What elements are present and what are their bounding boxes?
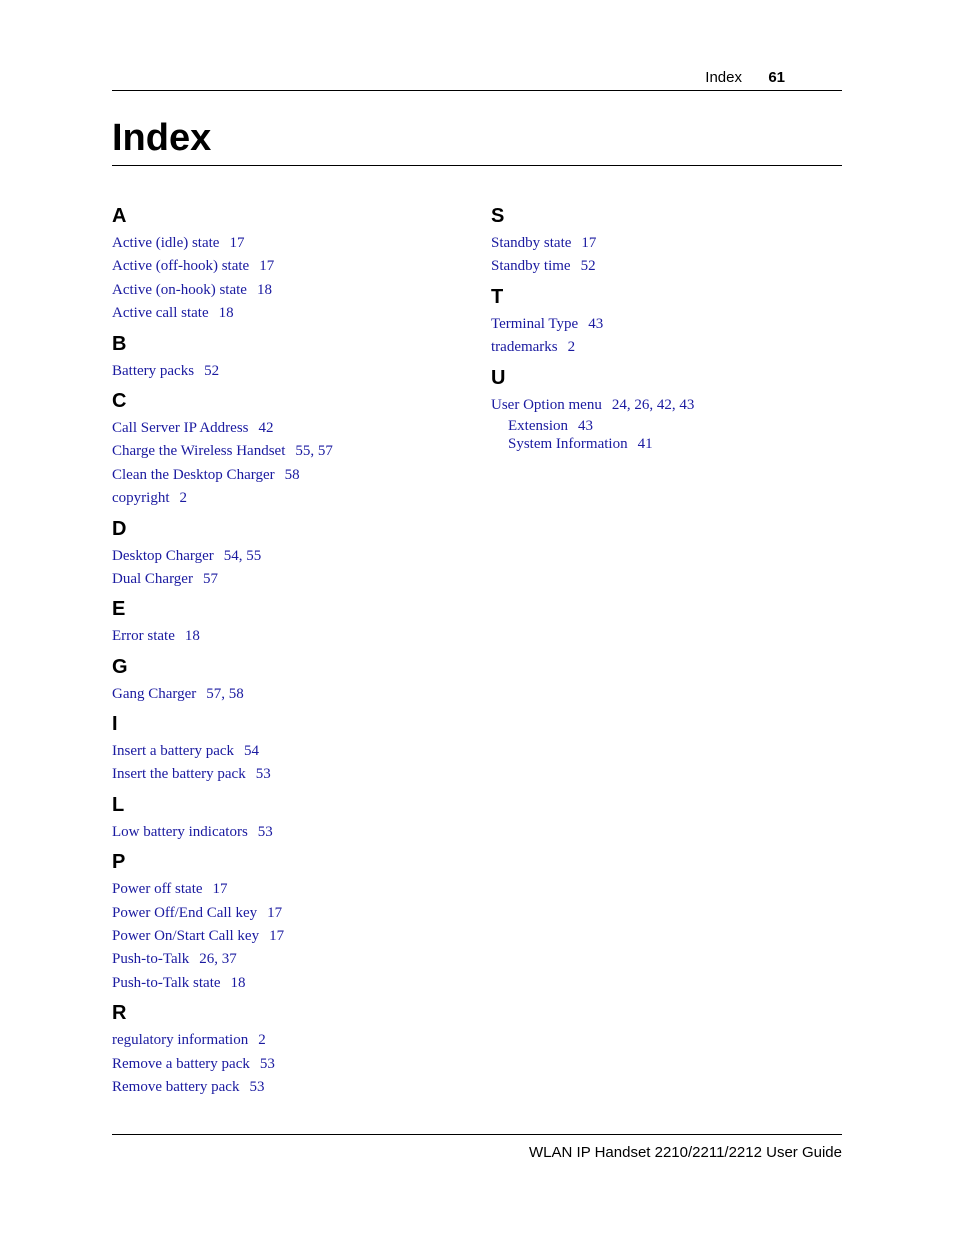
- index-page-refs[interactable]: 26, 37: [199, 951, 237, 968]
- index-term[interactable]: Push-to-Talk: [112, 951, 190, 968]
- index-entry-call-server-ip-address[interactable]: [112, 417, 472, 440]
- index-letter-u: U: [491, 366, 506, 389]
- index-subentry-extension[interactable]: [491, 417, 841, 436]
- index-entry-power-off-state[interactable]: [112, 878, 472, 901]
- index-term[interactable]: Active (idle) state: [112, 235, 220, 251]
- index-term[interactable]: Power off state: [112, 881, 203, 898]
- index-entry-insert-a-battery-pack[interactable]: [112, 740, 472, 763]
- index-page-refs[interactable]: 17: [267, 904, 283, 921]
- index-page-refs[interactable]: 52: [204, 362, 220, 379]
- index-page-refs[interactable]: 54, 55: [223, 547, 262, 564]
- index-column-right: [491, 200, 841, 456]
- index-entry-user-option-menu[interactable]: [491, 394, 841, 417]
- section-spacer: [112, 1099, 472, 1101]
- index-column-left: [112, 200, 472, 1101]
- index-entry-standby-state[interactable]: [491, 232, 841, 255]
- index-entry-low-battery-indicators[interactable]: [112, 821, 472, 844]
- index-term[interactable]: Battery packs: [112, 362, 195, 379]
- index-page-refs[interactable]: 17: [581, 235, 597, 251]
- index-entry-charge-the-wireless-handset[interactable]: [112, 440, 472, 463]
- index-term[interactable]: Error state: [112, 628, 175, 645]
- index-term[interactable]: Charge the Wireless Handset: [112, 443, 286, 460]
- header-page-number: 61: [768, 69, 785, 86]
- index-page-refs[interactable]: 52: [580, 258, 596, 275]
- index-page-refs[interactable]: 18: [218, 305, 234, 322]
- index-term[interactable]: Gang Charger: [112, 685, 197, 702]
- header-section-name: Index: [705, 69, 742, 86]
- index-entry-standby-time[interactable]: [491, 255, 841, 278]
- index-page-refs[interactable]: 2: [567, 339, 576, 356]
- index-entry-push-to-talk[interactable]: [112, 948, 472, 971]
- index-term[interactable]: Desktop Charger: [112, 547, 214, 564]
- index-letter-e: E: [112, 598, 126, 621]
- index-page-refs[interactable]: 18: [256, 281, 272, 298]
- index-entry-power-off-end-call-key[interactable]: [112, 902, 472, 925]
- index-page-refs[interactable]: 57: [202, 570, 218, 587]
- index-term[interactable]: Insert the battery pack: [112, 766, 246, 783]
- index-subentry-system-information[interactable]: [491, 435, 841, 454]
- index-term[interactable]: Active call state: [112, 305, 209, 322]
- index-page-refs[interactable]: 57, 58: [206, 685, 244, 702]
- index-entry-push-to-talk-state[interactable]: [112, 972, 472, 995]
- index-subterm-page-refs[interactable]: 41: [637, 436, 653, 453]
- index-page-refs[interactable]: 17: [269, 928, 285, 945]
- index-page-refs[interactable]: 42: [258, 419, 274, 436]
- index-page-refs[interactable]: 53: [249, 1078, 265, 1095]
- index-term[interactable]: Low battery indicators: [112, 823, 248, 840]
- title-divider: [112, 165, 842, 166]
- index-entry-regulatory-information[interactable]: [112, 1029, 472, 1052]
- index-term[interactable]: Terminal Type: [491, 315, 579, 332]
- running-header: [112, 68, 842, 91]
- index-letter-c: C: [112, 389, 127, 412]
- index-entry-insert-the-battery-pack[interactable]: [112, 763, 472, 786]
- section-spacer: [491, 454, 841, 456]
- index-entry-remove-battery-pack[interactable]: [112, 1076, 472, 1099]
- index-letter-p: P: [112, 851, 126, 874]
- index-letter-b: B: [112, 332, 127, 355]
- index-page-refs[interactable]: 2: [258, 1032, 266, 1049]
- index-entry-gang-charger[interactable]: [112, 683, 472, 706]
- index-page-refs[interactable]: 18: [184, 628, 200, 645]
- index-letter-r: R: [112, 1002, 127, 1025]
- index-entry-clean-the-desktop-charger[interactable]: [112, 464, 472, 487]
- index-letter-d: D: [112, 517, 127, 540]
- index-subterm[interactable]: System Information: [508, 436, 628, 453]
- index-term[interactable]: Call Server IP Address: [112, 419, 249, 436]
- index-entry-active-idle-state[interactable]: [112, 232, 472, 255]
- index-entry-trademarks[interactable]: [491, 336, 841, 359]
- index-page-refs[interactable]: 2: [179, 490, 187, 507]
- index-page-refs[interactable]: 24, 26, 42, 43: [611, 396, 695, 413]
- index-letter-a: A: [112, 205, 127, 227]
- index-page-refs[interactable]: 55, 57: [295, 443, 333, 460]
- index-entry-battery-packs[interactable]: [112, 360, 472, 383]
- index-letter-s: S: [491, 205, 505, 227]
- index-term[interactable]: Dual Charger: [112, 570, 193, 587]
- index-page-refs[interactable]: 53: [257, 823, 273, 840]
- index-term[interactable]: trademarks: [491, 339, 558, 356]
- index-page-refs[interactable]: 58: [284, 466, 300, 483]
- index-entry-copyright[interactable]: [112, 487, 472, 510]
- index-entry-desktop-charger[interactable]: [112, 545, 472, 568]
- index-letter-l: L: [112, 793, 125, 816]
- index-term[interactable]: Remove a battery pack: [112, 1055, 250, 1072]
- index-page-refs[interactable]: 17: [212, 881, 228, 898]
- index-subterm-page-refs[interactable]: 43: [578, 417, 593, 434]
- index-entry-active-call-state[interactable]: [112, 302, 472, 325]
- index-entry-error-state[interactable]: [112, 625, 472, 648]
- index-term[interactable]: Power Off/End Call key: [112, 904, 258, 921]
- index-term[interactable]: User Option menu: [491, 396, 602, 413]
- index-term[interactable]: Standby time: [491, 258, 571, 275]
- index-page-refs[interactable]: 18: [230, 974, 246, 991]
- index-subterm[interactable]: Extension: [508, 417, 568, 434]
- footer-divider: [112, 1134, 842, 1135]
- footer-document-title: WLAN IP Handset 2210/2211/2212 User Guide: [529, 1144, 842, 1161]
- index-page-refs[interactable]: 53: [259, 1055, 275, 1072]
- index-term[interactable]: Active (on-hook) state: [112, 281, 247, 298]
- index-term[interactable]: Clean the Desktop Charger: [112, 466, 275, 483]
- index-letter-g: G: [112, 655, 128, 678]
- index-entry-dual-charger[interactable]: [112, 568, 472, 591]
- index-page-refs[interactable]: 17: [229, 235, 245, 251]
- index-page-refs[interactable]: 54: [244, 743, 260, 760]
- index-entry-terminal-type[interactable]: [491, 313, 841, 336]
- index-entry-active-on-hook-state[interactable]: [112, 279, 472, 302]
- index-term[interactable]: Standby state: [491, 235, 572, 251]
- index-entry-power-on-start-call-key[interactable]: [112, 925, 472, 948]
- index-term[interactable]: regulatory information: [112, 1032, 249, 1049]
- page-title: Index: [112, 117, 212, 159]
- index-entry-remove-a-battery-pack[interactable]: [112, 1053, 472, 1076]
- index-page-refs[interactable]: 43: [588, 315, 604, 332]
- index-term[interactable]: Push-to-Talk state: [112, 974, 221, 991]
- index-term[interactable]: Power On/Start Call key: [112, 928, 260, 945]
- index-term[interactable]: Active (off-hook) state: [112, 258, 250, 275]
- index-term[interactable]: copyright: [112, 490, 170, 507]
- index-term[interactable]: Insert a battery pack: [112, 743, 235, 760]
- index-letter-t: T: [491, 285, 504, 308]
- index-letter-i: I: [112, 713, 118, 736]
- index-term[interactable]: Remove battery pack: [112, 1078, 240, 1095]
- index-page-refs[interactable]: 53: [255, 766, 271, 783]
- index-page-refs[interactable]: 17: [259, 258, 275, 275]
- index-entry-active-off-hook-state[interactable]: [112, 255, 472, 278]
